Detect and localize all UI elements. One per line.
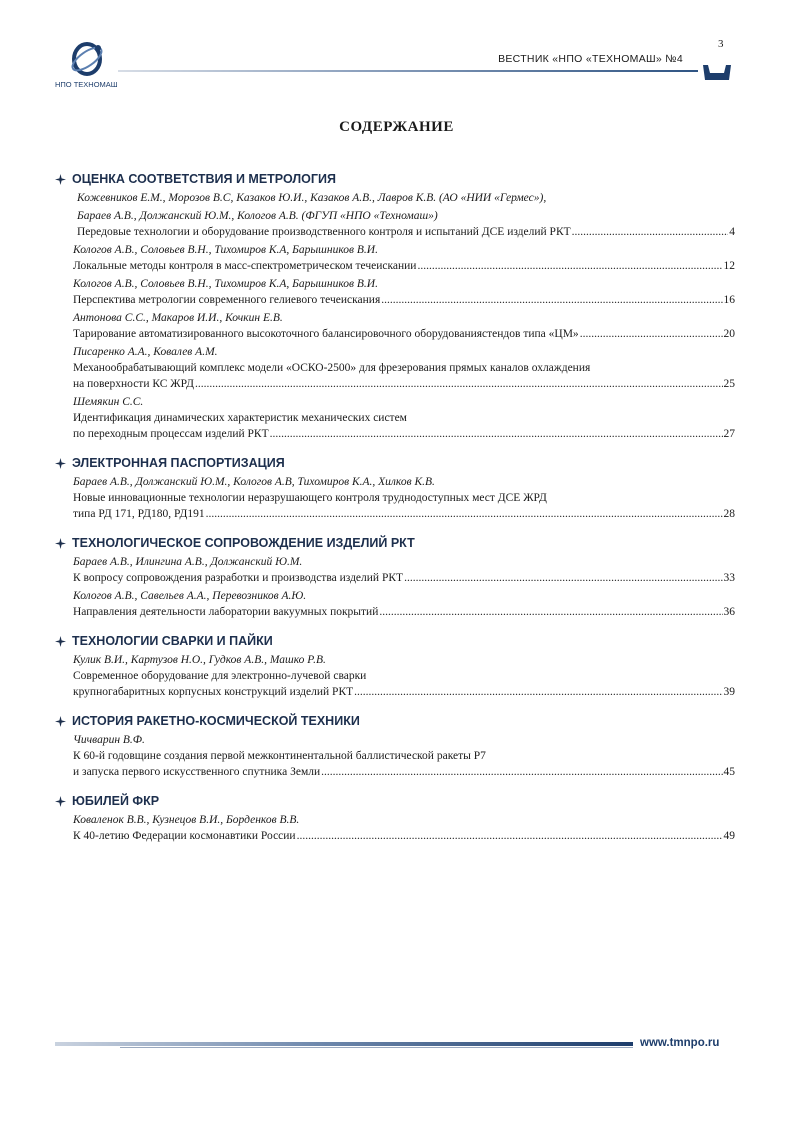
entry-page-number: 12 bbox=[723, 260, 735, 272]
entry-authors: Бараев А.В., Должанский Ю.М., Кологов А.В, Тихомиров К.А., Хилков К.В. bbox=[73, 476, 435, 488]
dot-leader bbox=[379, 604, 722, 620]
dot-leader bbox=[572, 224, 729, 240]
entry-title-line[interactable] bbox=[55, 604, 735, 620]
entry-title-text: Механообрабатывающий комплекс модели «ОСКО-2500» для фрезерования прямых каналов охлаждения bbox=[73, 362, 591, 374]
entry-title-line[interactable] bbox=[55, 570, 735, 586]
entry-title-text: на поверхности КС ЖРД bbox=[73, 378, 194, 390]
header-corner-icon bbox=[702, 64, 732, 82]
entry-authors: Кожевников Е.М., Морозов В.С, Казаков Ю.И., Казаков А.В., Лавров К.В. (АО «НИИ «Гермес»), bbox=[77, 192, 547, 204]
entry-title-text: Направления деятельности лаборатории вакуумных покрытий bbox=[73, 606, 379, 618]
entry-title-line[interactable] bbox=[55, 684, 735, 700]
entry-authors: Кологов А.В., Соловьев В.Н., Тихомиров К.А, Барышников В.И. bbox=[73, 244, 378, 256]
entry-title-line[interactable] bbox=[55, 258, 735, 274]
table-of-contents bbox=[55, 170, 735, 844]
star-bullet-icon bbox=[55, 174, 66, 185]
entry-title-text: по переходным процессам изделий РКТ bbox=[73, 428, 269, 440]
section-heading bbox=[55, 454, 735, 472]
entry-title-text: К 40-летию Федерации космонавтики России bbox=[73, 830, 296, 842]
entry-authors: Кологов А.В., Соловьев В.Н., Тихомиров К.А, Барышников В.И. bbox=[73, 278, 378, 290]
entry-page-number: 25 bbox=[723, 378, 735, 390]
entry-authors: Шемякин С.С. bbox=[73, 396, 144, 408]
star-bullet-icon bbox=[55, 538, 66, 549]
entry-title-line[interactable] bbox=[55, 224, 735, 240]
section-heading bbox=[55, 792, 735, 810]
entry-title-text: Идентификация динамических характеристик механических систем bbox=[73, 412, 407, 424]
entry-authors: Коваленок В.В., Кузнецов В.И., Борденков В.В. bbox=[73, 814, 300, 826]
entry-authors: Бараев А.В., Илингина А.В., Должанский Ю.М. bbox=[73, 556, 303, 568]
entry-authors: Антонова С.С., Макаров И.И., Кочкин Е.В. bbox=[73, 312, 283, 324]
entry-title-text: Новые инновационные технологии неразрушающего контроля труднодоступных мест ДСЕ ЖРД bbox=[73, 492, 547, 504]
entry-title-text: К вопросу сопровождения разработки и производства изделий РКТ bbox=[73, 572, 404, 584]
entry-title-line[interactable] bbox=[55, 764, 735, 780]
logo-text: НПО ТЕХНОМАШ bbox=[55, 80, 118, 89]
entry-title-text: крупногабаритных корпусных конструкций изделий РКТ bbox=[73, 686, 354, 698]
journal-title: ВЕСТНИК «НПО «ТЕХНОМАШ» №4 bbox=[498, 53, 683, 65]
section-heading-text: ТЕХНОЛОГИИ СВАРКИ И ПАЙКИ bbox=[72, 634, 273, 648]
dot-leader bbox=[297, 828, 723, 844]
entry-page-number: 49 bbox=[723, 830, 735, 842]
entry-title-text: типа РД 171, РД180, РД191 bbox=[73, 508, 205, 520]
entry-title-text: Перспектива метрологии современного гелиевого течеискания bbox=[73, 294, 381, 306]
dot-leader bbox=[381, 292, 722, 308]
page-number: 3 bbox=[718, 38, 724, 50]
entry-title-text: К 60-й годовщине создания первой межконтинентальной баллистической ракеты Р7 bbox=[73, 750, 486, 762]
entry-authors: Чичварин В.Ф. bbox=[73, 734, 145, 746]
footer-rule bbox=[55, 1042, 633, 1046]
entry-page-number: 39 bbox=[723, 686, 735, 698]
entry-page-number: 36 bbox=[723, 606, 735, 618]
entry-authors: Кулик В.И., Картузов Н.О., Гудков А.В., Машко Р.В. bbox=[73, 654, 326, 666]
section-heading-text: ЭЛЕКТРОННАЯ ПАСПОРТИЗАЦИЯ bbox=[72, 456, 285, 470]
entry-title-line[interactable] bbox=[55, 326, 735, 342]
entry-page-number: 16 bbox=[723, 294, 735, 306]
dot-leader bbox=[321, 764, 722, 780]
section-heading bbox=[55, 712, 735, 730]
entry-title-line[interactable] bbox=[55, 292, 735, 308]
dot-leader bbox=[270, 426, 723, 442]
entry-page-number: 27 bbox=[723, 428, 735, 440]
star-bullet-icon bbox=[55, 636, 66, 647]
dot-leader bbox=[206, 506, 723, 522]
entry-authors: Бараев А.В., Должанский Ю.М., Кологов А.В. (ФГУП «НПО «Техномаш») bbox=[77, 210, 438, 222]
company-logo bbox=[55, 40, 117, 92]
entry-title-text: Тарирование автоматизированного высокоточного балансировочного оборудованиястендов типа «ЦМ» bbox=[73, 328, 579, 340]
entry-title-text: и запуска первого искусственного спутника Земли bbox=[73, 766, 321, 778]
entry-title-line[interactable] bbox=[55, 748, 735, 764]
star-bullet-icon bbox=[55, 458, 66, 469]
entry-title-text: Передовые технологии и оборудование производственного контроля и испытаний ДСЕ изделий РКТ bbox=[77, 226, 571, 238]
dot-leader bbox=[354, 684, 722, 700]
entry-authors: Кологов А.В., Савельев А.А., Перевозников А.Ю. bbox=[73, 590, 307, 602]
page-title: СОДЕРЖАНИЕ bbox=[339, 119, 454, 135]
dot-leader bbox=[404, 570, 722, 586]
entry-page-number: 4 bbox=[729, 226, 735, 238]
section-heading-text: ТЕХНОЛОГИЧЕСКОЕ СОПРОВОЖДЕНИЕ ИЗДЕЛИЙ РКТ bbox=[72, 536, 415, 550]
entry-page-number: 20 bbox=[723, 328, 735, 340]
section-heading-text: ИСТОРИЯ РАКЕТНО-КОСМИЧЕСКОЙ ТЕХНИКИ bbox=[72, 714, 360, 728]
footer-rule-thin bbox=[120, 1047, 633, 1048]
section-heading bbox=[55, 534, 735, 552]
section-heading-text: ОЦЕНКА СООТВЕТСТВИЯ И МЕТРОЛОГИЯ bbox=[72, 172, 336, 186]
star-bullet-icon bbox=[55, 716, 66, 727]
orbit-logo-icon bbox=[69, 40, 105, 78]
entry-title-text: Локальные методы контроля в масс-спектрометрическом течеискании bbox=[73, 260, 417, 272]
entry-title-line[interactable] bbox=[55, 376, 735, 392]
entry-page-number: 33 bbox=[723, 572, 735, 584]
section-heading bbox=[55, 632, 735, 650]
header-rule bbox=[118, 70, 698, 72]
entry-authors: Писаренко А.А., Ковалев А.М. bbox=[73, 346, 218, 358]
entry-title-line[interactable] bbox=[55, 426, 735, 442]
dot-leader bbox=[417, 258, 722, 274]
entry-title-line[interactable] bbox=[55, 506, 735, 522]
dot-leader bbox=[580, 326, 723, 342]
entry-title-line[interactable] bbox=[55, 668, 735, 684]
entry-title-line[interactable] bbox=[55, 490, 735, 506]
entry-title-line[interactable] bbox=[55, 410, 735, 426]
entry-title-line[interactable] bbox=[55, 828, 735, 844]
footer-url: www.tmnpo.ru bbox=[640, 1037, 720, 1049]
entry-title-line[interactable] bbox=[55, 360, 735, 376]
dot-leader bbox=[195, 376, 723, 392]
entry-page-number: 45 bbox=[723, 766, 735, 778]
star-bullet-icon bbox=[55, 796, 66, 807]
entry-title-text: Современное оборудование для электронно-лучевой сварки bbox=[73, 670, 367, 682]
section-heading bbox=[55, 170, 735, 188]
section-heading-text: ЮБИЛЕЙ ФКР bbox=[72, 794, 160, 808]
entry-page-number: 28 bbox=[723, 508, 735, 520]
